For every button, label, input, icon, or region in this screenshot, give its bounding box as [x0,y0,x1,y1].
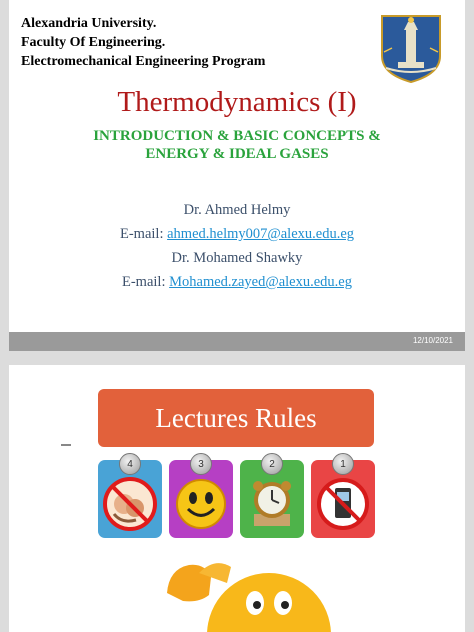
email-label: E-mail: [119,226,164,242]
course-subtitle [9,127,465,163]
instructor-name-2: Dr. Mohamed Shawky [171,250,303,266]
divider-mark [61,444,71,446]
rules-title: Lectures Rules [155,402,317,433]
rules-title-banner [98,389,374,447]
program-name: Electromechanical Engineering Program [21,54,266,69]
smiley-face-icon [173,474,229,532]
university-logo-icon [376,12,446,84]
title-slide [9,0,465,351]
instructor-contacts [9,198,465,294]
alarm-clock-icon [244,474,300,532]
slide-date: 12/10/2021 [412,336,453,345]
subtitle-line-2: ENERGY & IDEAL GASES [145,146,329,162]
rule-number-badge: 2 [261,453,283,475]
email-label: E-mail: [122,274,166,290]
faculty-name: Faculty Of Engineering. [21,35,166,50]
slide-footer [9,332,465,351]
rule-card-3 [169,460,233,538]
thumbs-up-smiley-icon [159,543,339,632]
subtitle-line-1: INTRODUCTION & BASIC CONCEPTS & [93,128,381,144]
rule-number-badge: 3 [190,453,212,475]
email-link-2[interactable]: Mohamed.zayed@alexu.edu.eg [169,274,352,290]
rule-card-4 [98,460,162,538]
instructor-email-row-1 [9,222,465,246]
rule-card-1 [311,460,375,538]
rules-slide [9,365,465,632]
no-phone-icon [315,474,371,532]
email-link-1[interactable]: ahmed.helmy007@alexu.edu.eg [167,226,355,242]
no-eating-icon [102,474,158,532]
university-name: Alexandria University. [21,16,157,31]
rule-number-badge: 1 [332,453,354,475]
instructor-name-1: Dr. Ahmed Helmy [183,202,291,218]
instructor-email-row-2 [9,270,465,294]
rule-card-2 [240,460,304,538]
rule-number-badge: 4 [119,453,141,475]
course-title: Thermodynamics (I) [117,86,357,118]
institution-header [21,14,265,71]
